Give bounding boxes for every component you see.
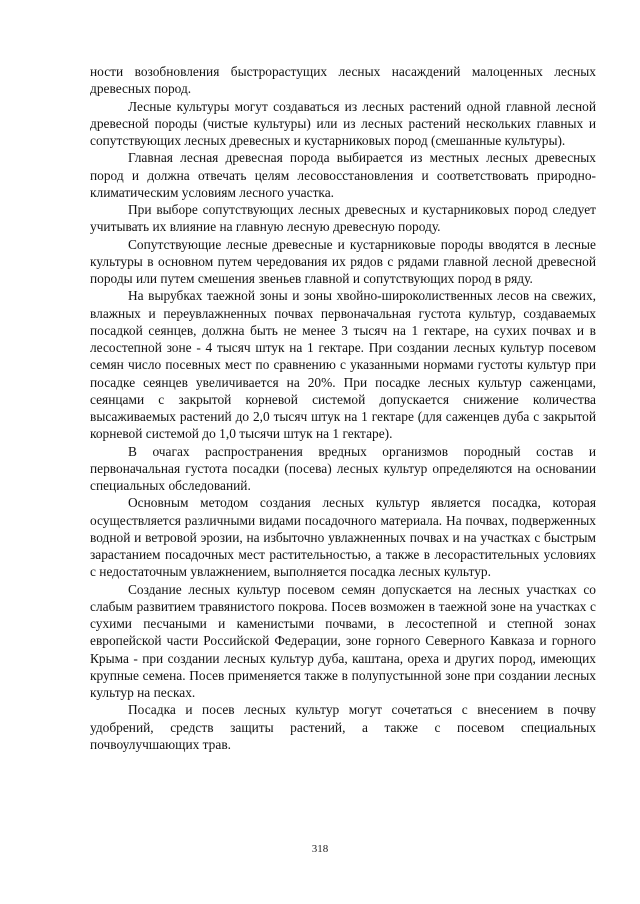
paragraph-accompanying-species-choice: При выборе сопутствующих лесных древесных и кустарниковых пород следует учитывать их влияние на главную лесную древесную породу. (90, 202, 596, 235)
paragraph-planting-method: Основным методом создания лесных культур является посадка, которая осуществляется различными видами посадочного материала. На почвах, подверженных водной и ветровой эрозии, на избыточно увлажненных почвах и на участках с быстрым зарастанием посадочных мест растительностью, а также в лесорастительных условиях с недостаточным увлажнением, выполняется посадка лесных культур. (90, 495, 596, 580)
body-text (90, 63, 596, 753)
paragraph-fertilizers: Посадка и посев лесных культур могут сочетаться с внесением в почву удобрений, средств защиты растений, а также с посевом специальных почвоулучшающих трав. (90, 702, 596, 752)
paragraph-continuation: ности возобновления быстрорастущих лесных насаждений малоценных лесных древесных пород. (90, 64, 596, 97)
paragraph-main-species: Главная лесная древесная порода выбирается из местных лесных древесных пород и должна отвечать целям лесовосстановления и соответствовать природно-климатическим условиям лесного участка. (90, 150, 596, 200)
page-number: 318 (311, 843, 329, 855)
paragraph-pest-outbreaks: В очагах распространения вредных организмов породный состав и первоначальная густота посадки (посева) лесных культур определяются на основании специальных обследований. (90, 443, 596, 493)
paragraph-accompanying-species-introduction: Сопутствующие лесные древесные и кустарниковые породы вводятся в лесные культуры в основном путем чередования их рядов с рядами главной лесной древесной породы или путем смешения звеньев главной и сопутствующих пород в ряду. (90, 236, 596, 286)
paragraph-forest-cultures-types: Лесные культуры могут создаваться из лесных растений одной главной лесной древесной породы (чистые культуры) или из лесных растений нескольких главных и сопутствующих лесных древесных и кустарниковых пород (смешанные культуры). (90, 98, 596, 148)
paragraph-seeding-method: Создание лесных культур посевом семян допускается на лесных участках со слабым развитием травянистого покрова. Посев возможен в таежной зоне на участках с сухими песчаными и каменистыми почвами, в лесостепной и степной зонах европейской части Российской Федерации, зоне горного Северного Кавказа и горного Крыма - при создании лесных культур дуба, каштана, ореха и других пород, имеющих крупные семена. Посев применяется также в полупустынной зоне при создании лесных культур на песках. (90, 581, 596, 700)
paragraph-planting-density: На вырубках таежной зоны и зоны хвойно-широколиственных лесов на свежих, влажных и переувлажненных почвах первоначальная густота культур, создаваемых посадкой сеянцев, должна быть не менее 3 тысяч на 1 гектаре, на сухих почвах и в лесостепной зоне - 4 тысяч штук на 1 гектаре. При создании лесных культур посевом семян число посевных мест по сравнению с указанными нормами густоты культур при посадке сеянцев увеличивается на 20%. При посадке лесных культур саженцами, сеянцами с закрытой корневой системой допускается снижение количества высаживаемых растений до 2,0 тысяч штук на 1 гектаре (для саженцев дуба с закрытой корневой системой до 1,0 тысячи штук на 1 гектаре). (90, 288, 596, 442)
